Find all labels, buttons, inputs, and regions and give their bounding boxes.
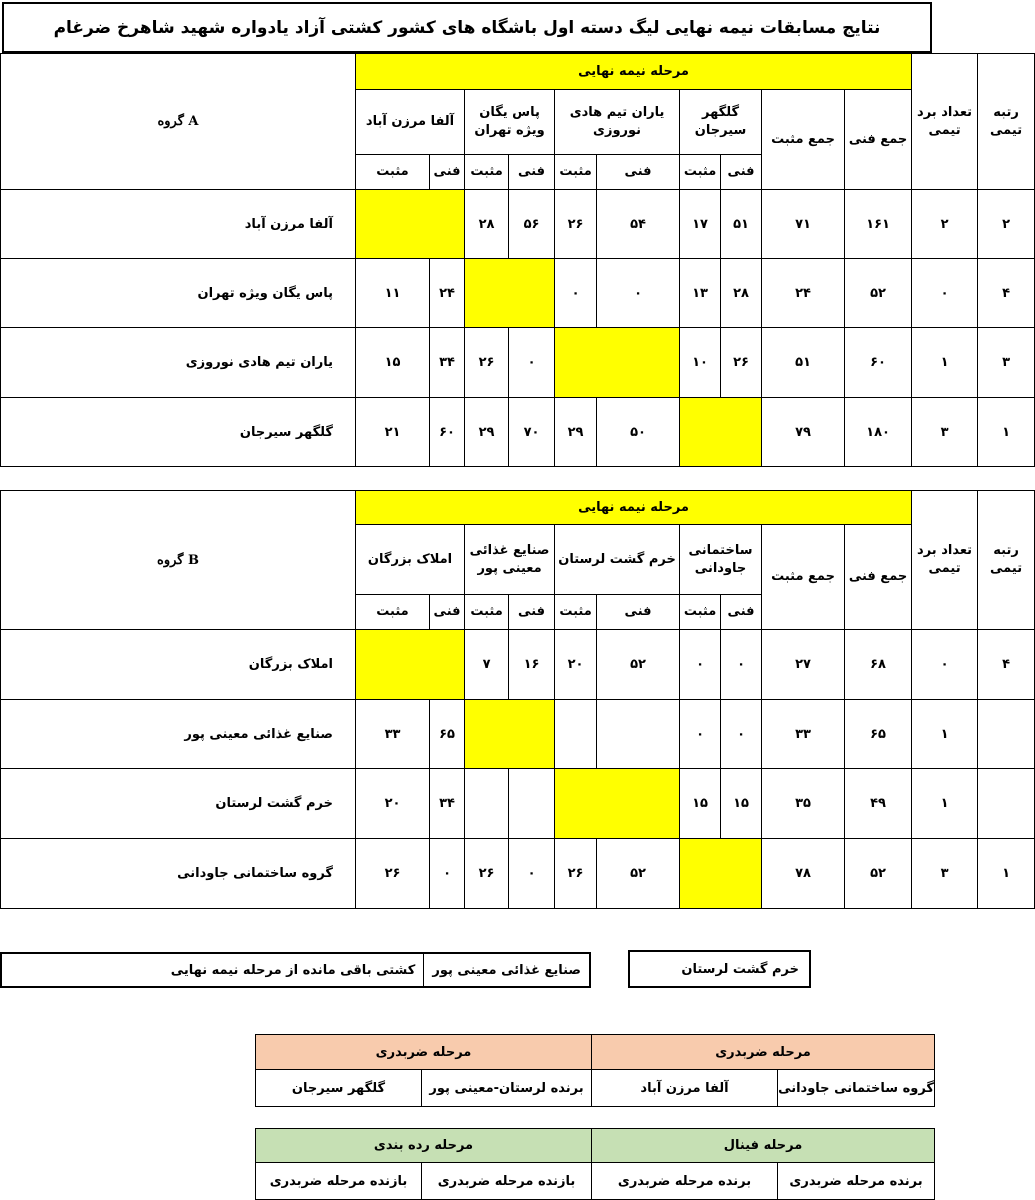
sum-pos-cell: ۳۵	[762, 769, 845, 839]
pos-subheader: مثبت	[555, 155, 597, 190]
table-row	[1, 769, 1035, 839]
finals-slot: بازنده مرحله ضربدری	[256, 1163, 422, 1200]
self-match-cell	[680, 839, 762, 909]
score-cell: ۶۵	[430, 700, 465, 769]
rank-cell: ۳	[978, 328, 1035, 398]
score-cell: ۰	[430, 839, 465, 909]
sum-tech-header: جمع فنی	[845, 90, 912, 190]
sum-tech-cell: ۵۲	[845, 839, 912, 909]
opponent-header: ساختمانی جاودانی	[680, 525, 762, 595]
score-cell: ۲۶	[465, 839, 509, 909]
opponent-header: گلگهر سیرجان	[680, 90, 762, 155]
remaining-team-1: صنایع غذائی معینی پور	[423, 954, 589, 986]
score-cell: ۲۸	[465, 190, 509, 259]
ranking-stage-header: مرحله رده بندی	[256, 1129, 592, 1163]
score-cell: ۳۳	[356, 700, 430, 769]
rank-cell	[978, 700, 1035, 769]
score-cell: ۰	[680, 700, 721, 769]
knockout-team: برنده لرستان-معینی پور	[422, 1070, 592, 1107]
score-cell: ۰	[721, 630, 762, 700]
score-cell: ۶۰	[430, 398, 465, 467]
remaining-team-2: خرم گشت لرستان	[628, 950, 811, 988]
pos-subheader: مثبت	[356, 595, 430, 630]
remaining-label: کشتی باقی مانده از مرحله نیمه نهایی	[170, 962, 416, 978]
self-match-cell	[555, 769, 680, 839]
score-cell	[509, 769, 555, 839]
sum-tech-cell: ۴۹	[845, 769, 912, 839]
finals-table	[255, 1128, 935, 1200]
page-title: نتایج مسابقات نیمه نهایی لیگ دسته اول باشگاه های کشور کشتی آزاد یادواره شهید شاهرخ ضرغام	[2, 2, 932, 53]
score-cell: ۲۶	[555, 839, 597, 909]
sum-pos-header: جمع مثبت	[762, 90, 845, 190]
knockout-team: آلفا مرزن آباد	[592, 1070, 778, 1107]
sum-pos-cell: ۷۱	[762, 190, 845, 259]
sum-pos-cell: ۳۳	[762, 700, 845, 769]
opponent-header: صنایع غذائی معینی پور	[465, 525, 555, 595]
pos-subheader: مثبت	[680, 155, 721, 190]
team-name: آلفا مرزن آباد	[1, 190, 356, 259]
wins-cell: ۱	[912, 769, 978, 839]
rank-cell: ۴	[978, 259, 1035, 328]
opponent-header: خرم گشت لرستان	[555, 525, 680, 595]
score-cell: ۵۰	[597, 398, 680, 467]
rank-header: رتبه تیمی	[978, 54, 1035, 190]
stage-header: مرحله نیمه نهایی	[356, 54, 912, 90]
table-row	[1, 328, 1035, 398]
rank-cell: ۲	[978, 190, 1035, 259]
score-cell: ۲۰	[555, 630, 597, 700]
team-name: گلگهر سیرجان	[1, 398, 356, 467]
wins-cell: ۳	[912, 398, 978, 467]
table-row	[1, 190, 1035, 259]
sum-tech-cell: ۱۸۰	[845, 398, 912, 467]
sum-tech-cell: ۱۶۱	[845, 190, 912, 259]
wins-cell: ۱	[912, 328, 978, 398]
opponent-header: املاک بزرگان	[356, 525, 465, 595]
score-cell: ۱۵	[356, 328, 430, 398]
pos-subheader: مثبت	[465, 595, 509, 630]
group-a-table	[0, 53, 1035, 467]
table-row	[1, 630, 1035, 700]
tech-subheader: فنی	[597, 155, 680, 190]
score-cell: ۷۰	[509, 398, 555, 467]
score-cell: ۰	[680, 630, 721, 700]
score-cell: ۵۲	[597, 839, 680, 909]
sum-tech-header: جمع فنی	[845, 525, 912, 630]
table-row	[1, 259, 1035, 328]
sum-pos-cell: ۷۹	[762, 398, 845, 467]
score-cell: ۱۱	[356, 259, 430, 328]
score-cell: ۲۰	[356, 769, 430, 839]
score-cell: ۱۷	[680, 190, 721, 259]
knockout-team: گروه ساختمانی جاودانی	[778, 1070, 935, 1107]
score-cell: ۷	[465, 630, 509, 700]
opponent-header: آلفا مرزن آباد	[356, 90, 465, 155]
tech-subheader: فنی	[509, 595, 555, 630]
sum-tech-cell: ۶۵	[845, 700, 912, 769]
score-cell: ۰	[721, 700, 762, 769]
score-cell: ۲۶	[465, 328, 509, 398]
knockout-team: گلگهر سیرجان	[256, 1070, 422, 1107]
pos-subheader: مثبت	[680, 595, 721, 630]
tech-subheader: فنی	[430, 155, 465, 190]
score-cell	[597, 700, 680, 769]
score-cell: ۱۳	[680, 259, 721, 328]
team-name: صنایع غذائی معینی پور	[1, 700, 356, 769]
score-cell: ۲۸	[721, 259, 762, 328]
rank-cell: ۱	[978, 839, 1035, 909]
self-match-cell	[555, 328, 680, 398]
team-name: یاران تیم هادی نوروزی	[1, 328, 356, 398]
group-b-table	[0, 490, 1035, 909]
finals-slot: برنده مرحله ضربدری	[592, 1163, 778, 1200]
score-cell: ۲۶	[555, 190, 597, 259]
wins-cell: ۰	[912, 259, 978, 328]
table-row	[1, 398, 1035, 467]
score-cell: ۱۵	[680, 769, 721, 839]
score-cell: ۲۴	[430, 259, 465, 328]
score-cell: ۰	[597, 259, 680, 328]
score-cell: ۱۶	[509, 630, 555, 700]
self-match-cell	[356, 190, 465, 259]
pos-subheader: مثبت	[555, 595, 597, 630]
self-match-cell	[465, 700, 555, 769]
knockout-stage-header: مرحله ضربدری	[256, 1035, 592, 1070]
opponent-header: پاس یگان ویژه تهران	[465, 90, 555, 155]
score-cell: ۳۴	[430, 769, 465, 839]
knockout-table	[255, 1034, 935, 1107]
sum-pos-header: جمع مثبت	[762, 525, 845, 630]
wins-header: تعداد برد تیمی	[912, 54, 978, 190]
rank-cell	[978, 769, 1035, 839]
pos-subheader: مثبت	[356, 155, 430, 190]
tech-subheader: فنی	[721, 595, 762, 630]
score-cell: ۰	[509, 328, 555, 398]
sum-tech-cell: ۶۸	[845, 630, 912, 700]
score-cell: ۲۹	[465, 398, 509, 467]
tech-subheader: فنی	[430, 595, 465, 630]
score-cell: ۱۰	[680, 328, 721, 398]
final-stage-header: مرحله فینال	[592, 1129, 935, 1163]
sum-tech-cell: ۶۰	[845, 328, 912, 398]
rank-cell: ۴	[978, 630, 1035, 700]
opponent-header: یاران تیم هادی نوروزی	[555, 90, 680, 155]
wins-cell: ۱	[912, 700, 978, 769]
sum-pos-cell: ۵۱	[762, 328, 845, 398]
wins-cell: ۰	[912, 630, 978, 700]
self-match-cell	[465, 259, 555, 328]
self-match-cell	[680, 398, 762, 467]
tech-subheader: فنی	[721, 155, 762, 190]
team-name: املاک بزرگان	[1, 630, 356, 700]
sum-pos-cell: ۲۷	[762, 630, 845, 700]
score-cell: ۵۲	[597, 630, 680, 700]
self-match-cell	[356, 630, 465, 700]
rank-header: رتبه تیمی	[978, 491, 1035, 630]
table-row	[1, 700, 1035, 769]
team-name: پاس یگان ویژه تهران	[1, 259, 356, 328]
tech-subheader: فنی	[509, 155, 555, 190]
finals-slot: برنده مرحله ضربدری	[778, 1163, 935, 1200]
score-cell: ۵۴	[597, 190, 680, 259]
tech-subheader: فنی	[597, 595, 680, 630]
score-cell: ۵۱	[721, 190, 762, 259]
group-a-label: گروه A	[1, 54, 356, 190]
table-row	[1, 839, 1035, 909]
remaining-match-box	[0, 952, 591, 988]
score-cell	[555, 700, 597, 769]
score-cell: ۲۱	[356, 398, 430, 467]
wins-cell: ۳	[912, 839, 978, 909]
rank-cell: ۱	[978, 398, 1035, 467]
score-cell: ۲۶	[356, 839, 430, 909]
score-cell: ۲۶	[721, 328, 762, 398]
sum-tech-cell: ۵۲	[845, 259, 912, 328]
pos-subheader: مثبت	[465, 155, 509, 190]
finals-slot: بازنده مرحله ضربدری	[422, 1163, 592, 1200]
group-b-label: گروه B	[1, 491, 356, 630]
wins-cell: ۲	[912, 190, 978, 259]
score-cell: ۰	[555, 259, 597, 328]
team-name: گروه ساختمانی جاودانی	[1, 839, 356, 909]
stage-header: مرحله نیمه نهایی	[356, 491, 912, 525]
score-cell: ۵۶	[509, 190, 555, 259]
sum-pos-cell: ۲۴	[762, 259, 845, 328]
score-cell: ۰	[509, 839, 555, 909]
score-cell	[465, 769, 509, 839]
sum-pos-cell: ۷۸	[762, 839, 845, 909]
wins-header: تعداد برد تیمی	[912, 491, 978, 630]
score-cell: ۱۵	[721, 769, 762, 839]
team-name: خرم گشت لرستان	[1, 769, 356, 839]
score-cell: ۳۴	[430, 328, 465, 398]
score-cell: ۲۹	[555, 398, 597, 467]
knockout-stage-header: مرحله ضربدری	[592, 1035, 935, 1070]
